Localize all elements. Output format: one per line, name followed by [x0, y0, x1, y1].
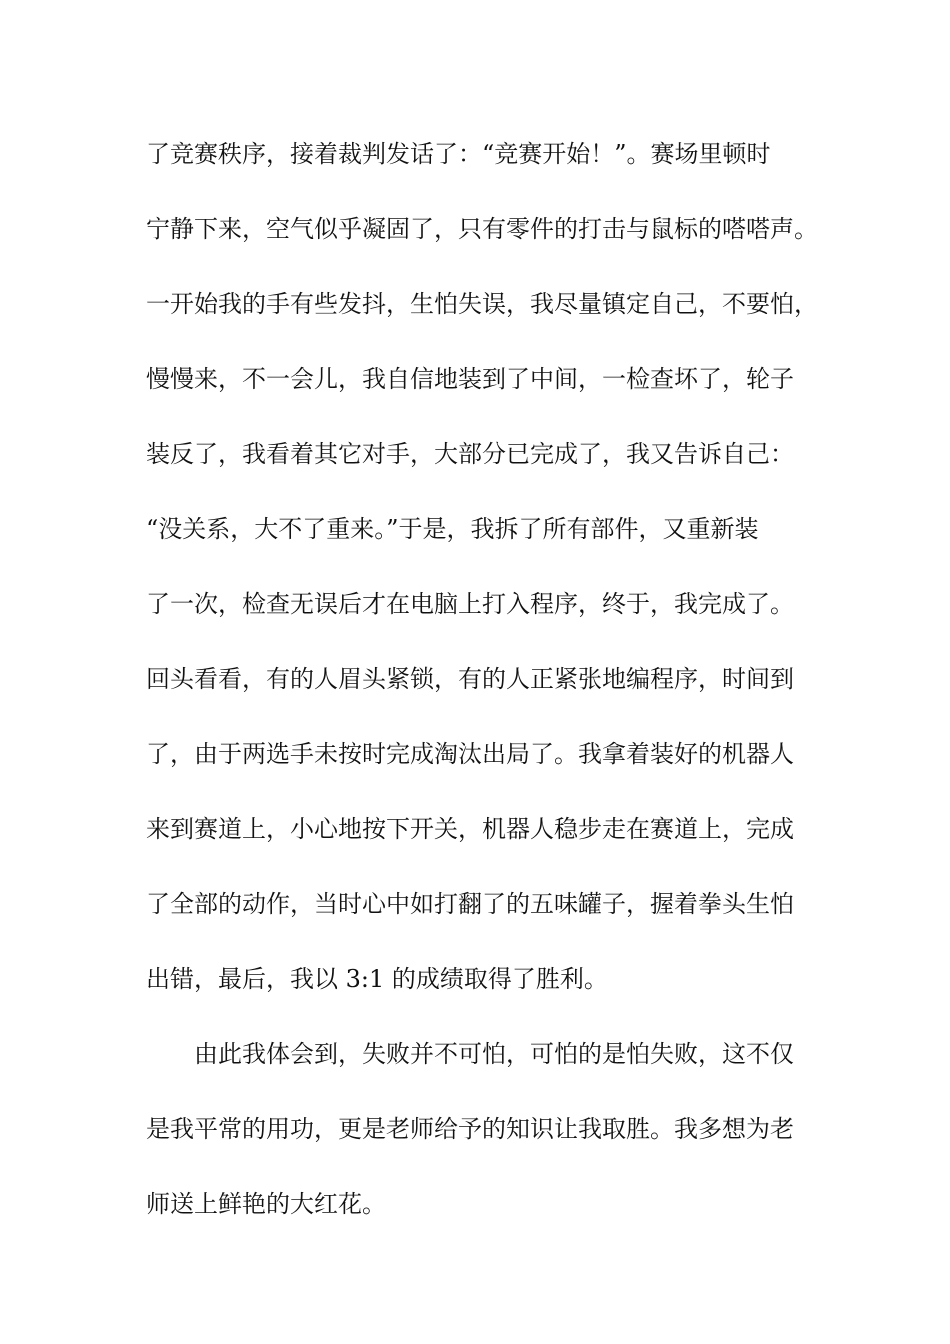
- paragraph-first-line: 由此我体会到，失败并不可怕，可怕的是怕失败，这不仅: [194, 1040, 794, 1068]
- text-line: 了一次，检查无误后才在电脑上打入程序，终于，我完成了。: [146, 590, 794, 618]
- text-line: 了全部的动作，当时心中如打翻了的五味罐子，握着拳头生怕: [146, 890, 794, 918]
- text-line: “没关系，大不了重来。”于是，我拆了所有部件，又重新装: [146, 515, 759, 543]
- text-line: 来到赛道上，小心地按下开关，机器人稳步走在赛道上，完成: [146, 815, 794, 843]
- text-line: 师送上鲜艳的大红花。: [146, 1190, 386, 1218]
- text-line: 慢慢来，不一会儿，我自信地装到了中间，一检查坏了，轮子: [146, 365, 794, 393]
- text-line: 出错，最后，我以 3:1 的成绩取得了胜利。: [146, 965, 608, 993]
- text-line: 是我平常的用功，更是老师给予的知识让我取胜。我多想为老: [146, 1115, 794, 1143]
- text-line: 装反了，我看着其它对手，大部分已完成了，我又告诉自己：: [146, 440, 794, 468]
- text-line: 了竞赛秩序，接着裁判发话了：“竞赛开始！”。赛场里顿时: [146, 140, 771, 168]
- text-line: 了，由于两选手未按时完成淘汰出局了。我拿着装好的机器人: [146, 740, 794, 768]
- text-line: 回头看看，有的人眉头紧锁，有的人正紧张地编程序，时间到: [146, 665, 794, 693]
- text-line: 宁静下来，空气似乎凝固了，只有零件的打击与鼠标的嗒嗒声。: [146, 215, 818, 243]
- text-line: 一开始我的手有些发抖，生怕失误，我尽量镇定自己，不要怕，: [146, 290, 818, 318]
